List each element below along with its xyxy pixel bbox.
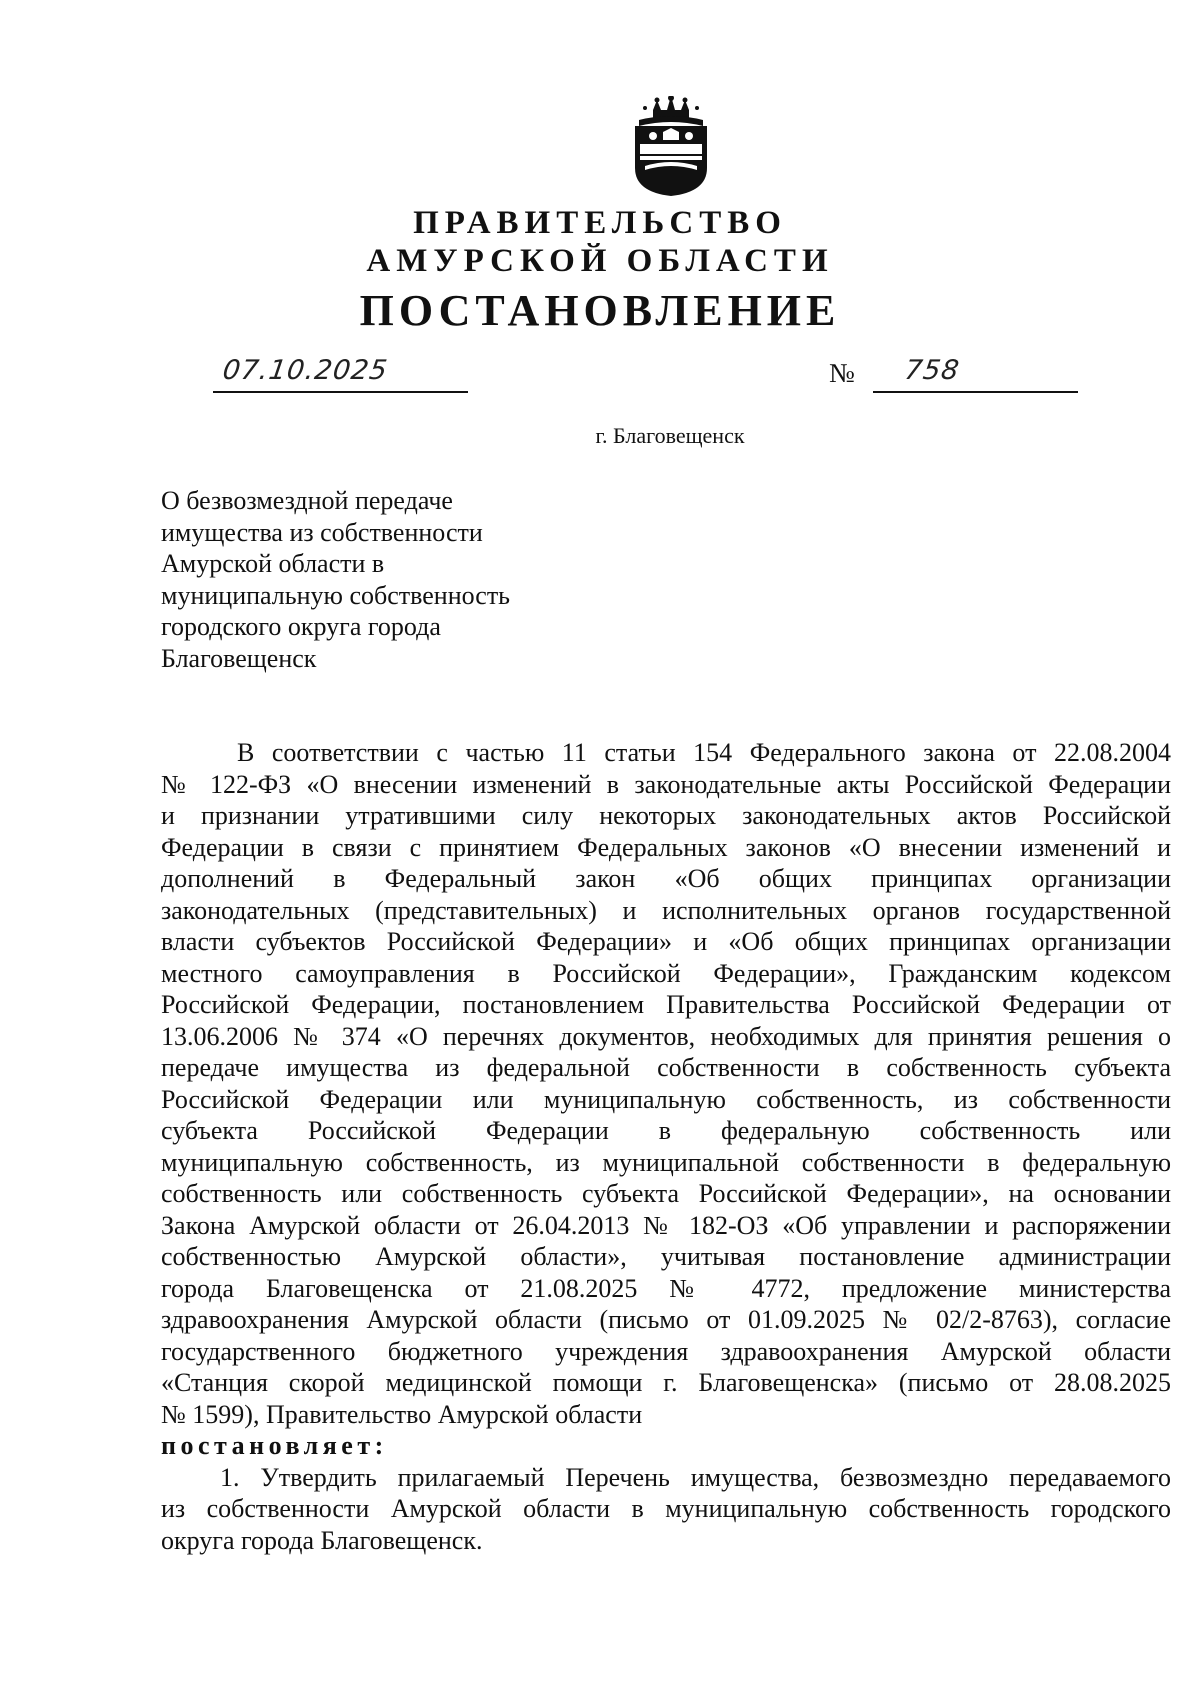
preamble-line: Закона Амурской области от 26.04.2013 № 182-ОЗ «Об управлении и распоряжении [161,1210,1171,1240]
preamble-line: и признании утратившими силу некоторых законодательных актов Российской [161,801,1171,830]
subject-line: Амурской области в [161,549,385,578]
preamble-line: дополнений в Федеральный закон «Об общих принципах организации [161,864,1171,893]
document-type-title: ПОСТАНОВЛЕНИЕ [359,286,841,335]
preamble-line: муниципальную собственность, из муниципальной собственности в федеральную [161,1147,1171,1177]
preamble-line: субъекта Российской Федерации в федеральную собственность или [161,1116,1171,1145]
preamble-line: Российской Федерации, постановлением Правительства Российской Федерации от [161,990,1171,1019]
item1-line: 1. Утвердить прилагаемый Перечень имущества, безвозмездно передаваемого [220,1462,1171,1492]
preamble-line: передаче имущества из федеральной собственности в собственность субъекта [161,1053,1171,1082]
preamble-line-last: № 1599), Правительство Амурской области [161,1399,643,1429]
preamble-line: № 122-ФЗ «О внесении изменений в законодательные акты Российской Федерации [161,769,1171,799]
date-field [213,355,468,393]
subject-line: О безвозмездной передаче [161,486,453,515]
subject-line: городского округа города [161,612,441,641]
resolves-heading: постановляет: [161,1431,388,1460]
preamble-line: Российской Федерации или муниципальную собственность, из собственности [161,1084,1171,1114]
org-name-line2: АМУРСКОЙ ОБЛАСТИ [366,243,834,279]
preamble-line: власти субъектов Российской Федерации» и «Об общих принципах организации [161,927,1171,956]
org-name-line1: ПРАВИТЕЛЬСТВО [413,205,787,241]
item1-line: из собственности Амурской области в муниципальную собственность городского [161,1494,1171,1523]
preamble-line: 13.06.2006 № 374 «О перечнях документов, необходимых для принятия решения о [161,1021,1171,1051]
preamble-line: собственностью Амурской области», учитывая постановление администрации [161,1242,1171,1271]
document-subject [161,485,631,674]
preamble-line: Федерации в связи с принятием Федеральных законов «О внесении изменений и [161,832,1171,862]
preamble-line: собственность или собственность субъекта Российской Федерации», на основании [161,1179,1171,1208]
handwritten-date: 07.10.2025 [220,355,390,386]
coat-of-arms-icon [623,96,719,198]
preamble-line: города Благовещенска от 21.08.2025 № 4772, предложение министерства [161,1273,1171,1303]
document-body [161,737,1171,1556]
number-field [873,355,1078,393]
subject-line: имущества из собственности [161,517,483,547]
number-sign: № [829,358,855,388]
subject-line: Благовещенск [161,643,317,673]
item1-line-last: округа города Благовещенск. [161,1525,483,1555]
preamble-line: В соответствии с частью 11 статьи 154 Федерального закона от 22.08.2004 [237,738,1171,767]
handwritten-number: 758 [902,355,962,386]
preamble-line: «Станция скорой медицинской помощи г. Благовещенска» (письмо от 28.08.2025 [161,1368,1171,1397]
preamble-line: здравоохранения Амурской области (письмо от 01.09.2025 № 02/2-8763), согласие [161,1305,1171,1334]
city-line: г. Благовещенск [595,423,745,448]
preamble-line: законодательных (представительных) и исполнительных органов государственной [161,895,1171,925]
preamble-line: государственного бюджетного учреждения здравоохранения Амурской области [161,1336,1171,1366]
preamble-line: местного самоуправления в Российской Федерации», Гражданским кодексом [161,958,1171,988]
subject-line: муниципальную собственность [161,580,511,610]
